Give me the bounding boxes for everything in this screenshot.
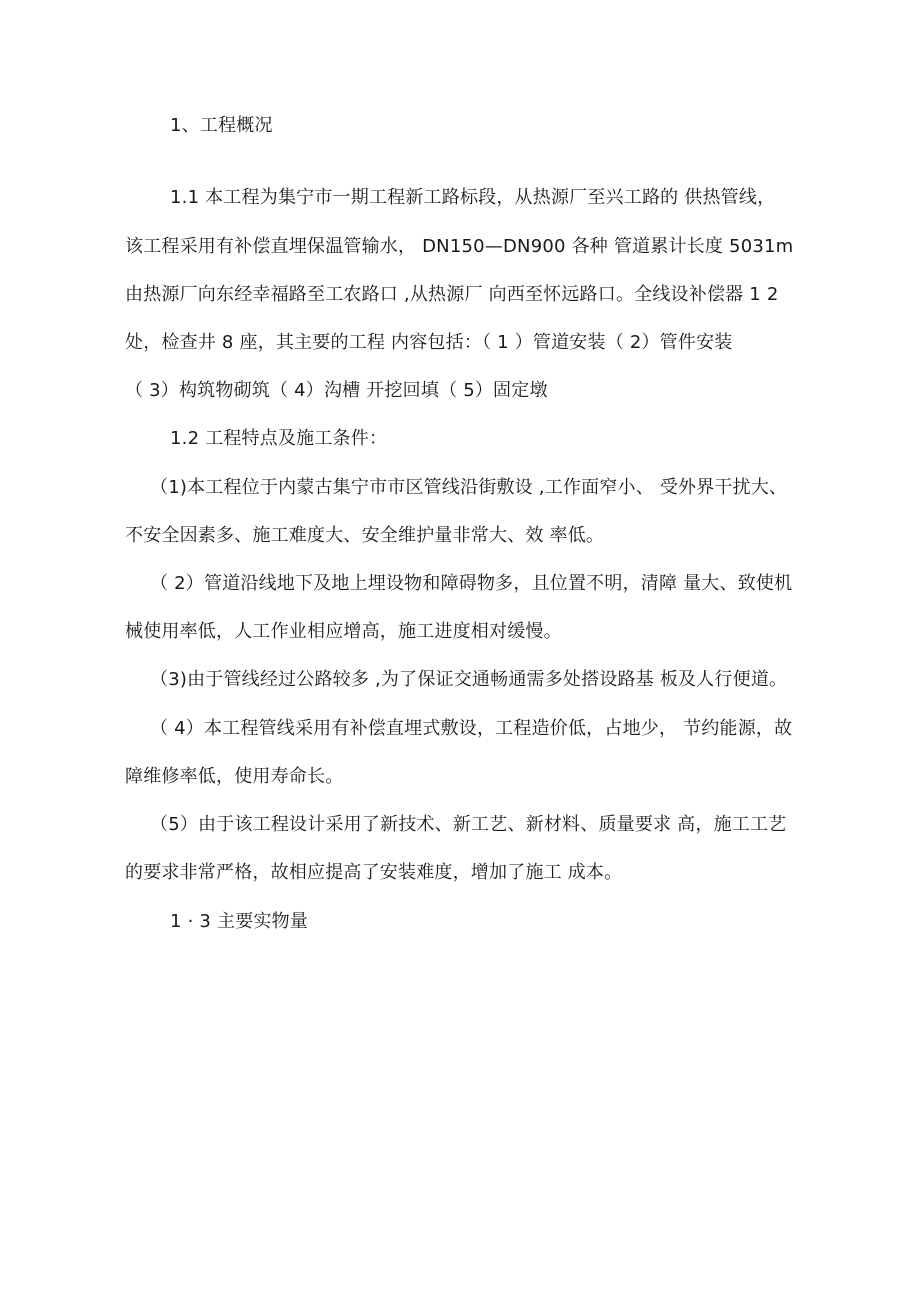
item-1-line-2: 不安全因素多、施工难度大、安全维护量非常大、效 率低。 [125,525,605,546]
item-3-line-1: （3)由于管线经过公路较多 ,为了保证交通畅通需多处搭设路基 板及人行便道。 [150,669,788,690]
item-4-line-1: （ 4）本工程管线采用有补偿直埋式敷设，工程造价低，占地少， 节约能源，故 [150,718,793,739]
item-2-line-1: （ 2）管道沿线地下及地上埋设物和障碍物多，且位置不明，清障 量大、致使机 [150,573,793,594]
paragraph-1-1-line-4: 处，检查井 8 座，其主要的工程 内容包括：（ 1 ）管道安装（ 2）管件安装 [125,332,733,353]
item-2-line-2: 械使用率低，人工作业相应增高，施工进度相对缓慢。 [125,621,562,642]
section-heading-quantities: 1 · 3 主要实物量 [170,911,308,932]
paragraph-1-1-line-5: （ 3）构筑物砌筑（ 4）沟槽 开挖回填（ 5）固定墩 [125,380,548,401]
item-5-line-2: 的要求非常严格，故相应提高了安装难度，增加了施工 成本。 [125,862,623,883]
item-1-line-1: （1)本工程位于内蒙古集宁市市区管线沿街敷设 ,工作面窄小、 受外界干扰大、 [150,477,788,498]
paragraph-1-1-line-2: 该工程采用有补偿直埋保温管输水， DN150—DN900 各种 管道累计长度 5031m [125,236,794,257]
paragraph-1-1-line-3: 由热源厂向东经幸福路至工农路口 ,从热源厂 向西至怀远路口。全线设补偿器 1 2 [125,284,779,305]
item-4-line-2: 障维修率低，使用寿命长。 [125,766,344,787]
item-5-line-1: （5）由于该工程设计采用了新技术、新工艺、新材料、质量要求 高，施工工艺 [150,814,787,835]
section-heading-overview: 1、工程概况 [170,115,273,136]
section-heading-features: 1.2 工程特点及施工条件： [170,428,388,449]
paragraph-1-1-line-1: 1.1 本工程为集宁市一期工程新工路标段，从热源厂至兴工路的 供热管线， [170,187,776,208]
